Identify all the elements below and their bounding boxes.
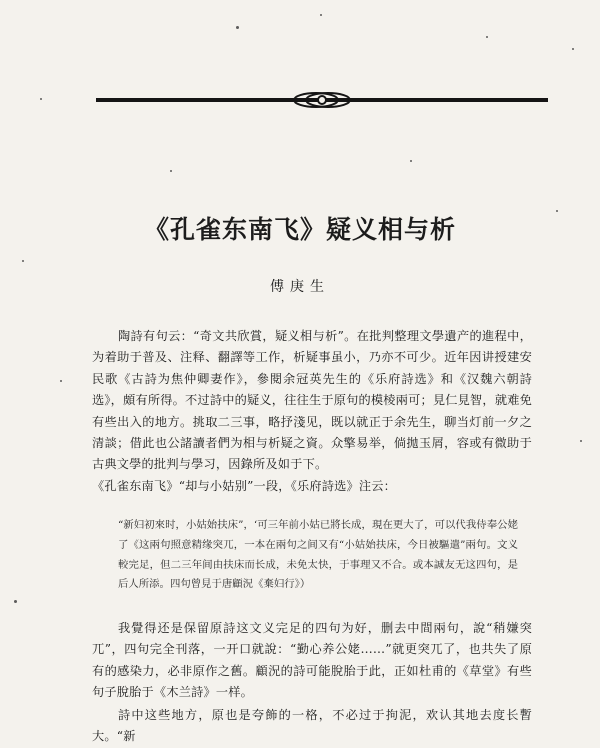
page-title: 《孔雀东南飞》疑义相与析 (143, 215, 456, 244)
body-paragraph: 陶詩有句云：“奇文共欣賞，疑义相与析”。在批判整理文學遺产的進程中，为着助于普及、注释、翻譯等工作，析疑事虽小，乃亦不可少。近年因讲授建安民歌《古詩为焦仲卿妻作》，參閱余冠英先生的《乐府詩选》和《汉魏六朝詩选》，頗有所得。不过詩中的疑义，往往生于原句的模棱兩可；見仁見智，就难免有些出入的地方。挑取二三事，略抒淺见，既以就正于余先生，聊当灯前一夕之清談；借此也公諸讀者們为相与析疑之資。众擎易举，倘拋玉屑，容或有微助于古典文學的批判与學习，因錄所及如于下。 (92, 329, 532, 472)
author-name: 傅庚生 (270, 279, 330, 295)
scan-speck (14, 600, 17, 603)
scan-speck (60, 380, 62, 382)
ornamental-rule (96, 92, 548, 108)
scan-speck (572, 48, 574, 50)
scan-speck (580, 440, 582, 442)
body-paragraph: 我覺得还是保留原詩这文义完足的四句为好，删去中間兩句，說“稍嫌突兀”，四句完全刊落，一开口就說：“勤心养公姥……”就更突兀了，也共失了原有的感染力，必非原作之舊。顧況的詩可能脫胎于此，正如杜甫的《草堂》有些句子脫胎于《木兰詩》一样。 (92, 621, 532, 700)
scan-speck (22, 260, 24, 262)
scan-speck (170, 170, 172, 172)
block-quote: “新妇初來时，小姑始扶床”，‘可三年前小姑已將长成，現在更大了，可以代我侍奉公姥了《这兩句照意精缘突兀，一本在兩句之间又有“小姑始扶床，今日被驅遣”兩句。文义較完足，但二三年间由扶床而长成，未免太快，于事理又不合。或本誠友无这四句，是后人所添。四句曾見于唐顧況《棄妇行》） (118, 519, 518, 591)
scan-speck (410, 160, 412, 162)
scan-speck (486, 36, 488, 38)
scan-speck (320, 14, 322, 16)
scan-speck (236, 26, 239, 29)
body-paragraph: 詩中这些地方，原也是夸飾的一格，不必过于拘泥，欢认其地去度长暫大。“新 (92, 708, 532, 744)
scan-speck (40, 98, 42, 100)
body-paragraph: 《孔雀东南飞》“却与小姑别”一段，《乐府詩选》注云： (92, 479, 397, 493)
